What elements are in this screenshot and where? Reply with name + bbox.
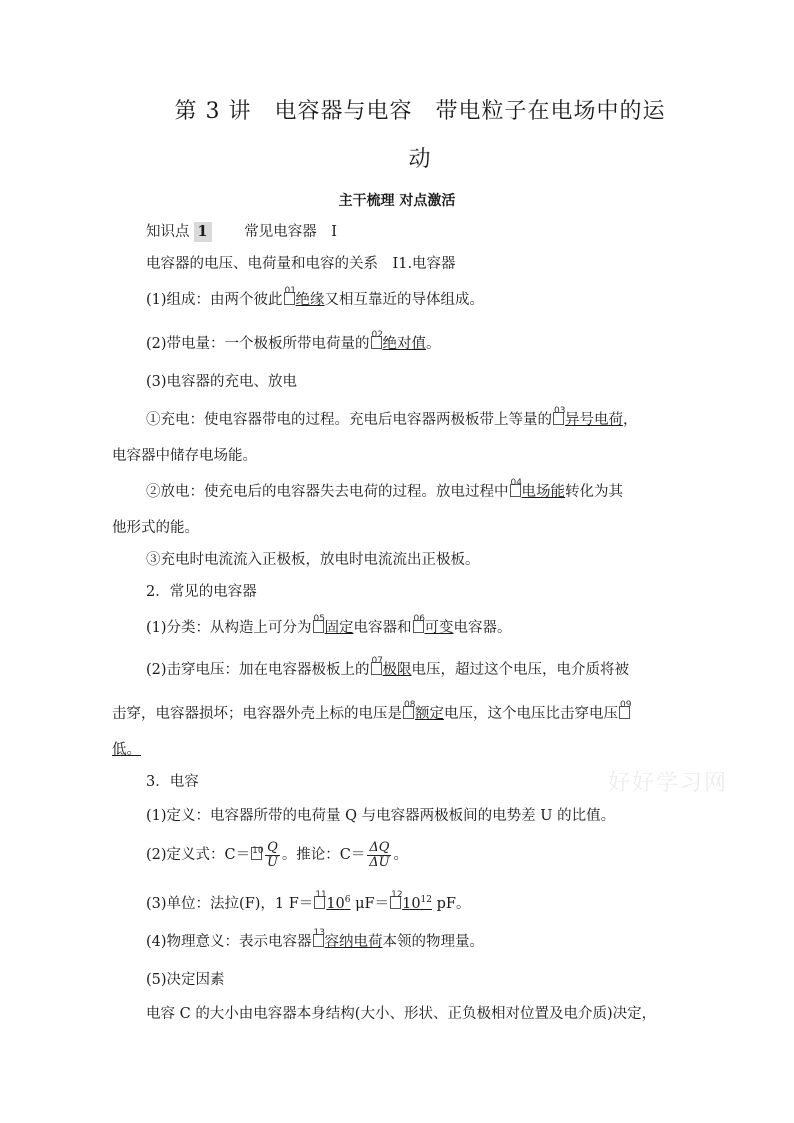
watermark: 好好学习网 [608,771,729,796]
capacitance-heading: 3．电容 [146,774,199,790]
current-direction-line: ③充电时电流流入正极板，放电时电流流出正极板。 [146,552,480,568]
answer-text: 极限 [382,662,412,678]
formula-fraction: $\frac{Q}{U}$ [266,839,278,870]
common-capacitors-heading: 2．常见的电容器 [146,584,257,600]
blank-marker: 12 [390,896,401,909]
answer-text: 固定 [324,620,354,636]
charging-line: ①充电：使电容器带电的过程。充电后电容器两极板带上等量的 03 异号电荷， [146,406,638,428]
answer-text: 异号电荷 [565,412,623,428]
blank-marker: 03 [553,412,564,425]
knowledge-point-line2: 电容器的电压、电荷量和电容的关系 Ⅰ1.电容器 [146,256,456,272]
blank-marker: 07 [371,662,382,675]
blank-marker: 10 [251,847,262,860]
blank-marker: 08 [403,706,414,719]
physical-meaning-line: (4)物理意义：表示电容器 13 容纳电荷本领的物理量。 [146,928,485,950]
corollary-fraction: $\frac{\Delta Q}{\Delta U}$ [369,839,390,870]
discharge-line2: 他形式的能。 [112,520,199,536]
determining-factors-heading: (5)决定因素 [146,972,225,988]
blank-marker: 13 [313,934,324,947]
determining-factors-text: 电容 C 的大小由电容器本身结构(大小、形状、正负极相对位置及电介质)决定， [146,1006,657,1022]
classification-line: (1)分类：从构造上可分为 05 固定电容器和 06 可变电容器。 [146,614,512,636]
blank-marker: 09 [619,706,630,719]
answer-text: $10^{12}$ [402,895,432,912]
breakdown-voltage-line2: 击穿，电容器损坏；电容器外壳上标的电压是 08 额定电压，这个电压比击穿电压 09 [112,700,632,722]
blank-marker: 01 [284,292,295,305]
answer-text: $10^6$ [326,895,351,912]
answer-text: 可变 [424,620,454,636]
section-subtitle: 主干梳理 对点激活 [338,193,456,209]
blank-marker: 04 [510,484,521,497]
blank-marker: 06 [413,620,424,633]
answer-text: 额定 [415,706,444,722]
lesson-title: 第 3 讲 电容器与电容 带电粒子在电场中的运 [174,99,666,124]
breakdown-voltage-line: (2)击穿电压：加在电容器极板上的 07 极限电压，超过这个电压，电介质将被 [146,656,630,678]
blank-marker: 05 [313,620,324,633]
formula-line: (2)定义式：C＝ 10 $\frac{Q}{U}$ 。推论：C＝ $\frac{\Delta Q}{\Delta U}$ 。 [146,839,408,870]
blank-marker: 02 [371,336,382,349]
knowledge-point-header: 知识点 1 常见电容器 Ⅰ [146,223,337,240]
answer-text: 容纳电荷 [324,934,383,950]
composition-line: (1)组成：由两个彼此 01 绝缘又相互靠近的导体组成。 [146,286,485,308]
knowledge-point-badge: 1 [194,222,212,242]
definition-line: (1)定义：电容器所带的电荷量 Q 与电容器两极板间的电势差 U 的比值。 [146,808,616,824]
charge-discharge-heading: (3)电容器的充电、放电 [146,374,298,390]
discharge-line: ②放电：使充电后的电容器失去电荷的过程。放电过程中 04 电场能转化为其 [146,478,623,500]
charging-line2: 电容器中储存电场能。 [112,448,257,464]
charge-line: (2)带电量：一个极板所带电荷量的 02 绝对值。 [146,330,441,352]
answer-text: 绝对值 [382,336,427,352]
unit-line: (3)单位：法拉(F)，1 F＝ 11 $10^6$ μF＝ 12 $10^{12}$ pF。 [146,890,471,912]
breakdown-voltage-line3 [112,740,141,760]
blank-marker: 11 [314,896,325,909]
answer-text: 低。 [112,742,141,758]
lesson-title-line2: 动 [408,147,432,172]
answer-text: 电场能 [521,484,565,500]
answer-text: 绝缘 [295,292,325,308]
